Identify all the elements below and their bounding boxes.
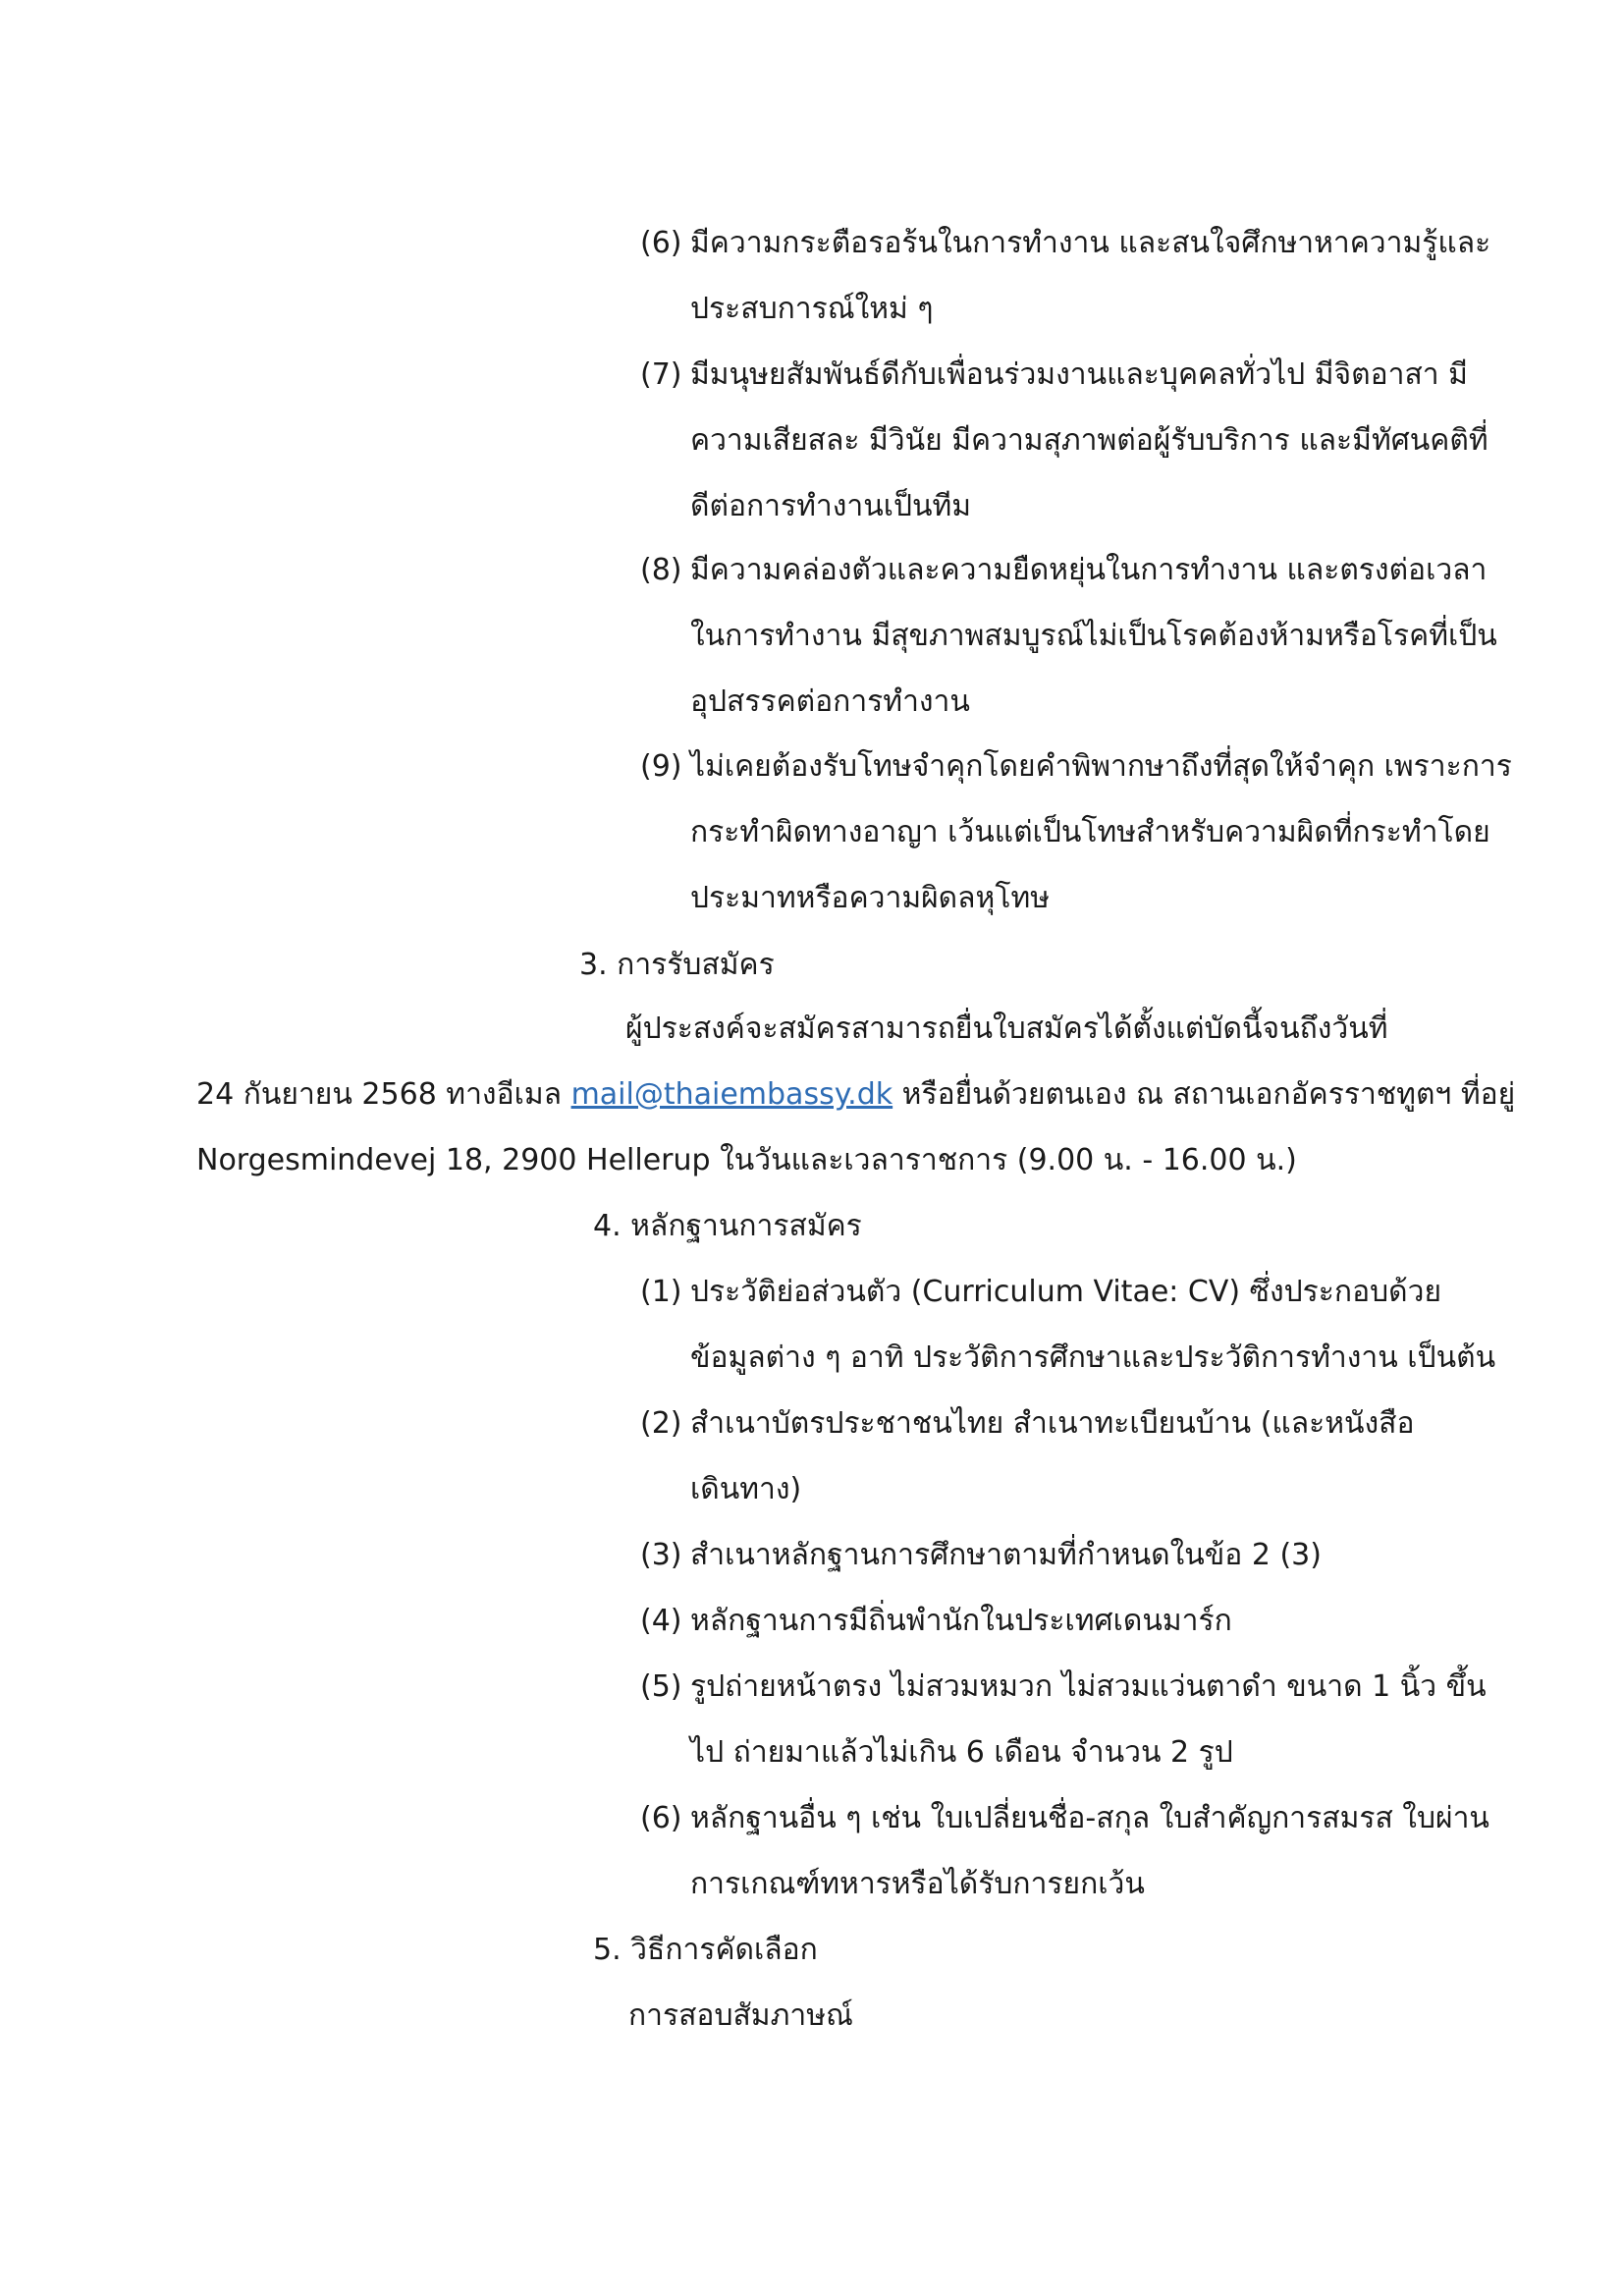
list-item-line: มีความกระตือรอร้นในการทำงาน และสนใจศึกษาหาความรู้และ bbox=[690, 226, 1491, 260]
list-item-number: (2) bbox=[640, 1406, 682, 1441]
list-item-line: สำเนาหลักฐานการศึกษาตามที่กำหนดในข้อ 2 (3) bbox=[690, 1538, 1322, 1572]
list-item-number: (4) bbox=[640, 1604, 682, 1638]
list-item-line: กระทำผิดทางอาญา เว้นแต่เป็นโทษสำหรับความผิดที่กระทำโดย bbox=[690, 815, 1490, 849]
paragraph-line: Norgesmindevej 18, 2900 Hellerup ในวันและเวลาราชการ (9.00 น. - 16.00 น.) bbox=[196, 1143, 1297, 1177]
list-item-line: ในการทำงาน มีสุขภาพสมบูรณ์ไม่เป็นโรคต้องห้ามหรือโรคที่เป็น bbox=[690, 619, 1497, 653]
list-item-number: (3) bbox=[640, 1538, 682, 1572]
list-item-line: ประวัติย่อส่วนตัว (Curriculum Vitae: CV) ซึ่งประกอบด้วย bbox=[690, 1275, 1442, 1309]
paragraph-text: หรือยื่นด้วยตนเอง ณ สถานเอกอัครราชทูตฯ ที่อยู่ bbox=[893, 1077, 1516, 1112]
list-item-line: อุปสรรคต่อการทำงาน bbox=[690, 684, 970, 719]
list-item-line: หลักฐานการมีถิ่นพำนักในประเทศเดนมาร์ก bbox=[690, 1604, 1232, 1638]
paragraph-text: 24 กันยายน 2568 ทางอีเมล bbox=[196, 1077, 571, 1112]
list-item-line: รูปถ่ายหน้าตรง ไม่สวมหมวก ไม่สวมแว่นตาดำ ขนาด 1 นิ้ว ขึ้น bbox=[690, 1669, 1487, 1704]
list-item-line: ประสบการณ์ใหม่ ๆ bbox=[690, 292, 934, 326]
paragraph-line: ผู้ประสงค์จะสมัครสามารถยื่นใบสมัครได้ตั้งแต่บัดนี้จนถึงวันที่ bbox=[625, 1011, 1388, 1046]
list-item-line: สำเนาบัตรประชาชนไทย สำเนาทะเบียนบ้าน (และหนังสือ bbox=[690, 1406, 1415, 1441]
list-item-number: (6) bbox=[640, 226, 682, 260]
list-item-number: (6) bbox=[640, 1801, 682, 1835]
list-item-line: ข้อมูลต่าง ๆ อาทิ ประวัติการศึกษาและประวัติการทำงาน เป็นต้น bbox=[690, 1340, 1496, 1375]
list-item-line: มีมนุษยสัมพันธ์ดีกับเพื่อนร่วมงานและบุคคลทั่วไป มีจิตอาสา มี bbox=[690, 357, 1468, 392]
paragraph-line: การสอบสัมภาษณ์ bbox=[628, 1998, 853, 2033]
list-item-number: (7) bbox=[640, 357, 682, 392]
list-item-number: (9) bbox=[640, 749, 682, 784]
list-item-line: ไม่เคยต้องรับโทษจำคุกโดยคำพิพากษาถึงที่สุดให้จำคุก เพราะการ bbox=[690, 749, 1512, 784]
list-item-line: มีความคล่องตัวและความยืดหยุ่นในการทำงาน และตรงต่อเวลา bbox=[690, 553, 1488, 587]
section-heading: 5. วิธีการคัดเลือก bbox=[593, 1933, 818, 1967]
list-item-number: (5) bbox=[640, 1669, 682, 1704]
section-heading: 4. หลักฐานการสมัคร bbox=[593, 1209, 862, 1243]
list-item-number: (8) bbox=[640, 553, 682, 587]
list-item-line: ความเสียสละ มีวินัย มีความสุภาพต่อผู้รับบริการ และมีทัศนคติที่ bbox=[690, 423, 1488, 458]
section-heading: 3. การรับสมัคร bbox=[579, 948, 775, 982]
email-link[interactable]: mail@thaiembassy.dk bbox=[570, 1077, 893, 1112]
paragraph-line bbox=[196, 1077, 1516, 1112]
list-item-number: (1) bbox=[640, 1275, 682, 1309]
list-item-line: การเกณฑ์ทหารหรือได้รับการยกเว้น bbox=[690, 1867, 1145, 1901]
list-item-line: ดีต่อการทำงานเป็นทีม bbox=[690, 489, 972, 523]
list-item-line: ไป ถ่ายมาแล้วไม่เกิน 6 เดือน จำนวน 2 รูป bbox=[690, 1735, 1233, 1770]
list-item-line: เดินทาง) bbox=[690, 1472, 802, 1506]
list-item-line: หลักฐานอื่น ๆ เช่น ใบเปลี่ยนชื่อ-สกุล ใบสำคัญการสมรส ใบผ่าน bbox=[690, 1801, 1489, 1835]
list-item-line: ประมาทหรือความผิดลหุโทษ bbox=[690, 881, 1050, 915]
